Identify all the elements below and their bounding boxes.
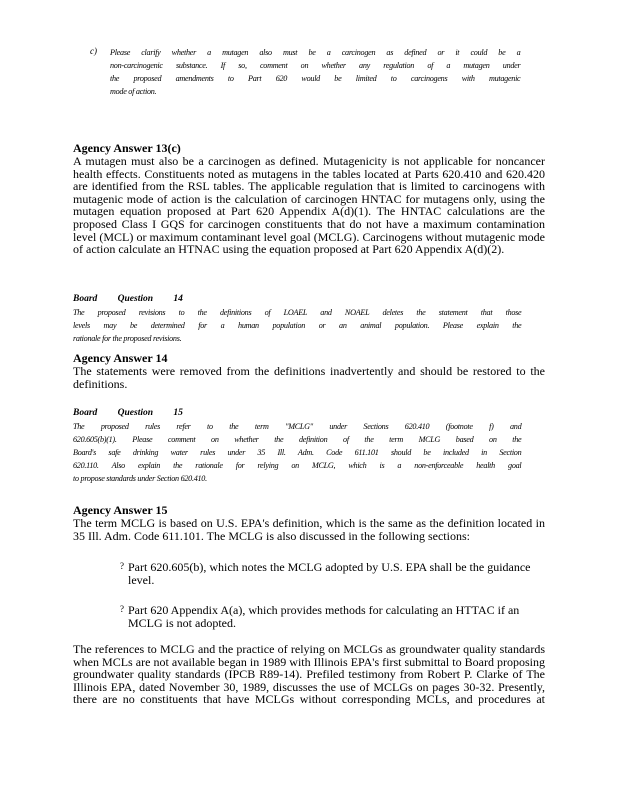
text-line: MCLG is not adopted. xyxy=(128,615,236,630)
answer-14 xyxy=(73,352,545,390)
text-line: to propose standards under Section 620.410. xyxy=(73,473,207,483)
text-line: The proposed rules refer to the term "MCLG" under Sections 620.410 (footnote f) and xyxy=(73,421,522,431)
text-line: Board's safe drinking water rules under 35 Ill. Adm. Code 611.101 should be included in Section xyxy=(73,447,522,457)
text-line: levels may be determined for a human population or an animal population. Please explain the xyxy=(73,320,522,330)
text-line: groundwater quality standards (IPCB R89-14). Prefiled testimony from Robert P. Clarke of The xyxy=(73,667,545,682)
section-heading: Agency Answer 15 xyxy=(73,503,168,517)
text-line: rationale for the proposed revisions. xyxy=(73,333,182,343)
bullet-icon: ? xyxy=(120,604,124,614)
text-line: A mutagen must also be a carcinogen as defined. Mutagenicity is not applicable for noncancer xyxy=(73,154,545,168)
answer-15-paragraph xyxy=(73,643,545,706)
text-line: 620.110. Also explain the rationale for relying on MCLG, which is a non-enforceable health goal xyxy=(73,460,522,470)
text-line: are identified from the RSL tables. The applicable regulation that is limited to carcinogens with xyxy=(73,179,545,194)
section-heading: Agency Answer 14 xyxy=(73,351,168,365)
answer-13c xyxy=(73,142,545,256)
list-item xyxy=(128,561,540,586)
section-heading: Agency Answer 13(c) xyxy=(73,141,181,155)
question-15 xyxy=(73,407,545,485)
text-line: Please clarify whether a mutagen also must be a carcinogen as defined or it could be a xyxy=(110,47,521,57)
text-line: of action calculate an HTNAC using the equation proposed at Part 620 Appendix A(d)(2). xyxy=(73,242,505,257)
text-line: when MCLs are not available began in 1989 with Illinois EPA's first submittal to Board proposing xyxy=(73,654,545,669)
text-line: Part 620.605(b), which notes the MCLG adopted by U.S. EPA shall be the guidance xyxy=(128,560,531,574)
text-line: non-carcinogenic substance. If so, comment on whether any regulation of a mutagen under xyxy=(110,60,521,70)
text-line: mutagenic mode of action is the calculation of carcinogen HNTAC for mutagens only, using the xyxy=(73,191,545,206)
text-line: The references to MCLG and the practice of relying on MCLGs as groundwater quality standards xyxy=(73,642,545,656)
text-line: level (MCL) or maximum contaminant level goal (MCLG). Carcinogens without mutagenic mode xyxy=(73,229,545,244)
section-heading: Board Question 15 xyxy=(73,408,183,418)
item-label: c) xyxy=(90,46,97,56)
question-14 xyxy=(73,293,545,345)
text-line: The statements were removed from the definitions inadvertently and should be restored to the xyxy=(73,364,545,378)
text-line: The term MCLG is based on U.S. EPA's definition, which is the same as the definition located in xyxy=(73,516,545,530)
answer-15 xyxy=(73,504,545,542)
text-line: mode of action. xyxy=(110,86,157,96)
text-line: proposed Class I GQS for carcinogen constituents that do not have a maximum contamination xyxy=(73,216,545,231)
text-line: Illinois EPA, dated November 30, 1989, discusses the use of MCLGs on pages 30-32. Presently, xyxy=(73,679,545,694)
text-line: The proposed revisions to the definitions of LOAEL and NOAEL deletes the statement that those xyxy=(73,307,522,317)
text-line: there are no constituents that have MCLGs without corresponding MCLs, and procedures at xyxy=(73,692,545,707)
text-line: 620.605(b)(1). Please comment on whether the definition of the term MCLG based on the xyxy=(73,434,522,444)
text-line: Part 620 Appendix A(a), which provides methods for calculating an HTTAC if an xyxy=(128,603,520,617)
text-line: definitions. xyxy=(73,376,128,391)
text-line: the proposed amendments to Part 620 would be limited to carcinogens with mutagenic xyxy=(110,73,521,83)
text-line: mutagen equation proposed at Part 620 Appendix A(d)(1). The HNTAC calculations are the xyxy=(73,204,545,219)
text-line: level. xyxy=(128,572,155,587)
bullet-icon: ? xyxy=(120,561,124,571)
list-item xyxy=(128,604,540,629)
text-line: 35 Ill. Adm. Code 611.101. The MCLG is also discussed in the following sections: xyxy=(73,528,470,543)
section-heading: Board Question 14 xyxy=(73,294,183,304)
text-line: health effects. Constituents noted as mutagens in the tables located at Parts 620.410 and 620.420 xyxy=(73,166,545,181)
